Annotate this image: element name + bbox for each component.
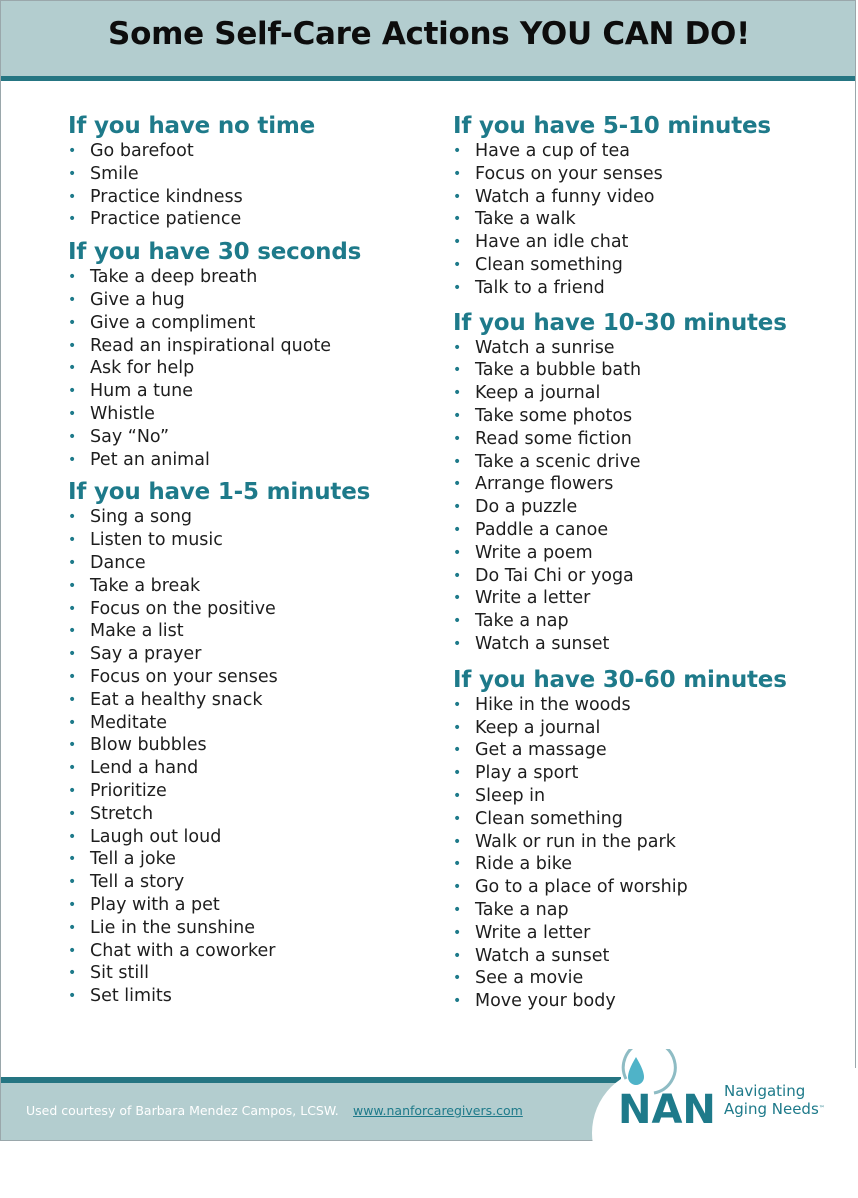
bullet-icon: • bbox=[453, 947, 462, 964]
left-column bbox=[68, 112, 453, 1008]
list-item-text: Hike in the woods bbox=[475, 694, 631, 715]
list-item bbox=[453, 945, 838, 968]
list-item-text: Take a deep breath bbox=[90, 267, 258, 288]
right-column bbox=[453, 112, 838, 1013]
list-item-text: Pet an animal bbox=[90, 449, 210, 470]
bullet-icon: • bbox=[453, 856, 462, 873]
list-item bbox=[453, 739, 838, 762]
list-item bbox=[68, 985, 453, 1008]
list-item bbox=[453, 967, 838, 990]
bullet-icon: • bbox=[68, 851, 77, 868]
list-item-text: Go barefoot bbox=[90, 141, 194, 161]
list-item bbox=[68, 403, 453, 426]
list-item-text: Focus on the positive bbox=[90, 598, 276, 619]
list-item bbox=[68, 449, 453, 472]
nan-logo-icon bbox=[616, 1049, 716, 1129]
bullet-icon: • bbox=[453, 521, 462, 538]
list-item bbox=[453, 990, 838, 1013]
bullet-icon: • bbox=[453, 544, 462, 561]
list-item-text: Watch a sunset bbox=[475, 945, 610, 966]
bullet-icon: • bbox=[453, 362, 462, 379]
bullet-icon: • bbox=[68, 874, 77, 891]
bullet-icon: • bbox=[68, 965, 77, 982]
list-item bbox=[68, 940, 453, 963]
bullet-icon: • bbox=[453, 143, 462, 159]
list-item-text: Take a nap bbox=[475, 899, 569, 920]
section bbox=[68, 112, 453, 231]
list-item-text: Sleep in bbox=[475, 785, 546, 806]
list-item bbox=[453, 717, 838, 740]
bullet-icon: • bbox=[68, 360, 77, 377]
bullet-icon: • bbox=[68, 919, 77, 936]
list-item bbox=[68, 917, 453, 940]
bullet-icon: • bbox=[453, 787, 462, 804]
list-item-text: Make a list bbox=[90, 621, 184, 642]
list-item bbox=[68, 208, 453, 231]
list-item-text: Play a sport bbox=[475, 763, 579, 784]
list-item bbox=[453, 922, 838, 945]
bullet-icon: • bbox=[68, 828, 77, 845]
list-item-text: Eat a healthy snack bbox=[90, 689, 263, 710]
list-item bbox=[68, 312, 453, 335]
bullet-icon: • bbox=[453, 476, 462, 493]
section bbox=[453, 666, 838, 1013]
bullet-icon: • bbox=[453, 279, 462, 296]
bullet-icon: • bbox=[453, 993, 462, 1010]
list-item-text: Take a bubble bath bbox=[475, 360, 642, 381]
list-item-text: Take some photos bbox=[475, 405, 633, 426]
section-heading: If you have 5-10 minutes bbox=[453, 113, 771, 139]
list-item-text: Paddle a canoe bbox=[475, 519, 609, 540]
bullet-icon: • bbox=[453, 879, 462, 896]
logo-wordmark bbox=[724, 1082, 825, 1118]
bullet-icon: • bbox=[68, 646, 77, 663]
list-item-text: Focus on your senses bbox=[475, 163, 663, 184]
list-item-text: Dance bbox=[90, 552, 146, 573]
list-item bbox=[453, 853, 838, 876]
section bbox=[68, 478, 453, 1008]
list-item-text: Tell a story bbox=[90, 872, 185, 893]
list-item-text: Laugh out loud bbox=[90, 826, 222, 847]
section bbox=[453, 112, 838, 300]
action-list bbox=[453, 694, 838, 1013]
list-item bbox=[68, 780, 453, 803]
bullet-icon: • bbox=[453, 430, 462, 447]
list-item bbox=[68, 689, 453, 712]
list-item-text: Meditate bbox=[90, 712, 168, 733]
action-list bbox=[68, 266, 453, 471]
list-item-text: Walk or run in the park bbox=[475, 831, 676, 852]
list-item-text: Watch a sunrise bbox=[475, 337, 615, 358]
list-item bbox=[68, 666, 453, 689]
bullet-icon: • bbox=[68, 988, 77, 1005]
list-item bbox=[68, 757, 453, 780]
section-heading: If you have no time bbox=[68, 113, 316, 139]
list-item-text: Prioritize bbox=[90, 780, 167, 801]
bullet-icon: • bbox=[453, 613, 462, 630]
bullet-icon: • bbox=[453, 407, 462, 424]
list-item bbox=[453, 876, 838, 899]
section-heading: If you have 1-5 minutes bbox=[68, 479, 371, 506]
bullet-icon: • bbox=[453, 696, 462, 713]
list-item bbox=[68, 289, 453, 312]
list-item bbox=[453, 231, 838, 254]
bullet-icon: • bbox=[453, 970, 462, 987]
list-item-text: Blow bubbles bbox=[90, 735, 207, 756]
bullet-icon: • bbox=[453, 453, 462, 470]
list-item bbox=[453, 186, 838, 209]
list-item bbox=[68, 598, 453, 621]
list-item-text: Do a puzzle bbox=[475, 497, 578, 518]
list-item-text: Take a scenic drive bbox=[475, 451, 641, 472]
bullet-icon: • bbox=[68, 314, 77, 331]
list-item-text: Watch a sunset bbox=[475, 633, 610, 654]
title-divider bbox=[1, 76, 855, 81]
list-item-text: Arrange flowers bbox=[475, 474, 614, 495]
list-item-text: Stretch bbox=[90, 803, 154, 824]
list-item bbox=[453, 610, 838, 633]
list-item bbox=[453, 428, 838, 451]
list-item bbox=[453, 808, 838, 831]
action-list bbox=[453, 140, 838, 300]
water-drop-icon bbox=[628, 1057, 644, 1085]
list-item bbox=[68, 266, 453, 289]
list-item bbox=[453, 382, 838, 405]
action-list bbox=[68, 506, 453, 1008]
bullet-icon: • bbox=[68, 942, 77, 959]
credit-text: Used courtesy of Barbara Mendez Campos, LCSW. bbox=[26, 1103, 339, 1118]
logo-line-2: Aging Needs™ bbox=[724, 1100, 825, 1118]
list-item bbox=[453, 359, 838, 382]
list-item bbox=[68, 357, 453, 380]
list-item bbox=[68, 894, 453, 917]
list-item-text: Watch a funny video bbox=[475, 186, 655, 207]
list-item bbox=[68, 426, 453, 449]
list-item bbox=[68, 871, 453, 894]
list-item-text: Keep a journal bbox=[475, 717, 601, 738]
list-item-text: Smile bbox=[90, 163, 139, 184]
list-item-text: Keep a journal bbox=[475, 383, 601, 404]
bullet-icon: • bbox=[68, 188, 77, 205]
footer-divider bbox=[1, 1077, 621, 1083]
bullet-icon: • bbox=[68, 165, 77, 182]
list-item-text: Listen to music bbox=[90, 530, 223, 551]
list-item bbox=[453, 496, 838, 519]
list-item bbox=[453, 542, 838, 565]
list-item-text: Take a walk bbox=[475, 209, 576, 230]
list-item bbox=[68, 186, 453, 209]
bullet-icon: • bbox=[453, 719, 462, 736]
list-item-text: Set limits bbox=[90, 986, 172, 1007]
list-item bbox=[68, 712, 453, 735]
bullet-icon: • bbox=[68, 714, 77, 731]
logo-line-1: Navigating bbox=[724, 1082, 806, 1100]
list-item-text: Read some fiction bbox=[475, 428, 632, 449]
list-item bbox=[453, 785, 838, 808]
list-item bbox=[453, 519, 838, 542]
bullet-icon: • bbox=[68, 760, 77, 777]
list-item-text: Get a massage bbox=[475, 740, 607, 761]
list-item bbox=[68, 848, 453, 871]
list-item bbox=[453, 337, 838, 360]
bullet-icon: • bbox=[453, 339, 462, 356]
list-item bbox=[453, 208, 838, 231]
list-item-text: Sit still bbox=[90, 963, 149, 984]
list-item bbox=[453, 633, 838, 656]
list-item bbox=[453, 163, 838, 186]
list-item-text: Take a nap bbox=[475, 611, 569, 632]
section-heading: If you have 30 seconds bbox=[68, 239, 362, 266]
bullet-icon: • bbox=[453, 635, 462, 652]
list-item bbox=[453, 405, 838, 428]
bullet-icon: • bbox=[68, 896, 77, 913]
list-item-text: Talk to a friend bbox=[475, 277, 605, 298]
list-item-text: Tell a joke bbox=[90, 849, 176, 870]
bullet-icon: • bbox=[68, 405, 77, 422]
list-item-text: Sing a song bbox=[90, 507, 193, 528]
website-link[interactable]: www.nanforcaregivers.com bbox=[353, 1103, 523, 1118]
bullet-icon: • bbox=[453, 165, 462, 182]
bullet-icon: • bbox=[453, 567, 462, 584]
list-item bbox=[68, 826, 453, 849]
list-item bbox=[453, 831, 838, 854]
list-item-text: Have an idle chat bbox=[475, 232, 629, 253]
bullet-icon: • bbox=[453, 211, 462, 228]
list-item-text: See a movie bbox=[475, 968, 584, 989]
bullet-icon: • bbox=[68, 143, 77, 159]
list-item-text: Ride a bike bbox=[475, 854, 572, 875]
bullet-icon: • bbox=[453, 234, 462, 251]
bullet-icon: • bbox=[453, 924, 462, 941]
list-item-text: Give a hug bbox=[90, 289, 185, 310]
list-item-text: Go to a place of worship bbox=[475, 877, 688, 898]
list-item bbox=[453, 254, 838, 277]
list-item-text: Lend a hand bbox=[90, 758, 199, 779]
list-item bbox=[68, 529, 453, 552]
list-item-text: Clean something bbox=[475, 254, 623, 275]
list-item-text: Practice patience bbox=[90, 209, 242, 230]
list-item-text: Chat with a coworker bbox=[90, 940, 276, 961]
list-item bbox=[453, 277, 838, 300]
bullet-icon: • bbox=[453, 810, 462, 827]
list-item bbox=[68, 335, 453, 358]
bullet-icon: • bbox=[453, 188, 462, 205]
section bbox=[68, 238, 453, 471]
bullet-icon: • bbox=[68, 600, 77, 617]
bullet-icon: • bbox=[453, 385, 462, 402]
bullet-icon: • bbox=[68, 668, 77, 685]
list-item-text: Write a poem bbox=[475, 542, 593, 563]
bullet-icon: • bbox=[68, 451, 77, 468]
list-item-text: Write a letter bbox=[475, 588, 591, 609]
list-item-text: Give a compliment bbox=[90, 312, 256, 333]
bullet-icon: • bbox=[453, 742, 462, 759]
list-item-text: Say “No” bbox=[90, 426, 170, 447]
bullet-icon: • bbox=[68, 269, 77, 286]
list-item bbox=[68, 380, 453, 403]
bullet-icon: • bbox=[68, 577, 77, 594]
list-item-text: Take a break bbox=[90, 575, 201, 596]
list-item bbox=[453, 587, 838, 610]
bullet-icon: • bbox=[453, 499, 462, 516]
bullet-icon: • bbox=[68, 782, 77, 799]
bullet-icon: • bbox=[453, 901, 462, 918]
list-item bbox=[453, 694, 838, 717]
list-item bbox=[68, 163, 453, 186]
section-heading: If you have 10-30 minutes bbox=[453, 309, 787, 336]
bullet-icon: • bbox=[68, 211, 77, 228]
list-item-text: Clean something bbox=[475, 808, 623, 829]
list-item-text: Play with a pet bbox=[90, 894, 220, 915]
action-list bbox=[453, 337, 838, 656]
list-item bbox=[453, 451, 838, 474]
list-item bbox=[68, 552, 453, 575]
list-item bbox=[453, 140, 838, 163]
bullet-icon: • bbox=[453, 765, 462, 782]
list-item bbox=[68, 643, 453, 666]
bullet-icon: • bbox=[68, 428, 77, 445]
list-item-text: Say a prayer bbox=[90, 644, 202, 665]
list-item-text: Do Tai Chi or yoga bbox=[475, 565, 634, 586]
list-item-text: Have a cup of tea bbox=[475, 141, 631, 161]
bullet-icon: • bbox=[68, 337, 77, 354]
list-item bbox=[453, 473, 838, 496]
list-item-text: Lie in the sunshine bbox=[90, 917, 255, 938]
bullet-icon: • bbox=[68, 532, 77, 549]
list-item bbox=[453, 762, 838, 785]
list-item-text: Ask for help bbox=[90, 358, 195, 379]
bullet-icon: • bbox=[68, 554, 77, 571]
section-heading: If you have 30-60 minutes bbox=[453, 666, 787, 693]
list-item bbox=[68, 575, 453, 598]
bullet-icon: • bbox=[68, 383, 77, 400]
logo-letters: NAN bbox=[618, 1087, 716, 1129]
list-item-text: Practice kindness bbox=[90, 186, 243, 207]
action-list bbox=[68, 140, 453, 231]
list-item bbox=[453, 565, 838, 588]
bullet-icon: • bbox=[68, 623, 77, 640]
list-item-text: Read an inspirational quote bbox=[90, 335, 332, 356]
list-item-text: Whistle bbox=[90, 403, 155, 424]
bullet-icon: • bbox=[68, 509, 77, 526]
list-item bbox=[68, 803, 453, 826]
bullet-icon: • bbox=[453, 833, 462, 850]
bullet-icon: • bbox=[68, 691, 77, 708]
page-title: Some Self-Care Actions YOU CAN DO! bbox=[108, 16, 750, 52]
list-item-text: Hum a tune bbox=[90, 381, 193, 402]
list-item bbox=[68, 620, 453, 643]
bullet-icon: • bbox=[68, 737, 77, 754]
list-item bbox=[453, 899, 838, 922]
section bbox=[453, 309, 838, 656]
list-item bbox=[68, 962, 453, 985]
bullet-icon: • bbox=[68, 805, 77, 822]
bullet-icon: • bbox=[68, 291, 77, 308]
list-item-text: Write a letter bbox=[475, 922, 591, 943]
list-item-text: Focus on your senses bbox=[90, 666, 278, 687]
bullet-icon: • bbox=[453, 590, 462, 607]
bullet-icon: • bbox=[453, 256, 462, 273]
list-item-text: Move your body bbox=[475, 991, 616, 1012]
list-item bbox=[68, 734, 453, 757]
list-item bbox=[68, 506, 453, 529]
list-item bbox=[68, 140, 453, 163]
